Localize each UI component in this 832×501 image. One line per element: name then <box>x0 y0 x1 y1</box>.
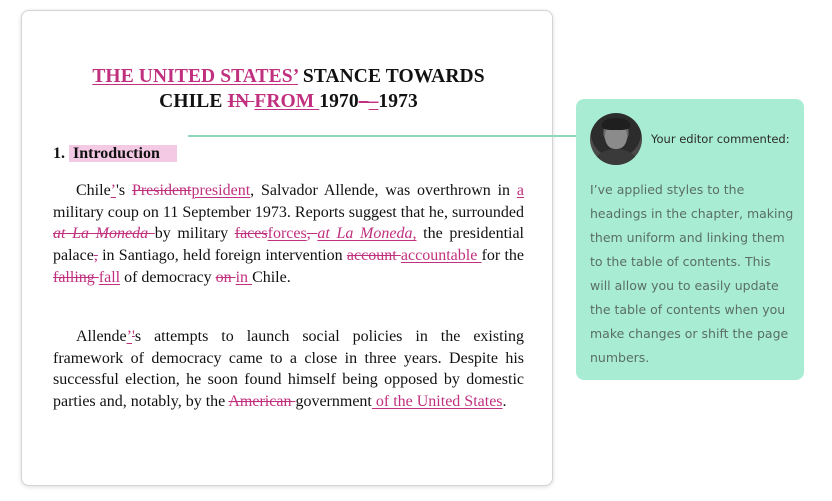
tracked-insertion[interactable]: in <box>235 268 253 286</box>
title-deletion[interactable]: IN <box>227 91 255 112</box>
document-body <box>53 64 525 411</box>
title-insertion[interactable]: THE UNITED STATES’ <box>92 66 298 87</box>
body-text: . <box>502 393 507 411</box>
body-text: of democracy <box>120 268 216 286</box>
tracked-deletion[interactable]: President <box>131 182 192 199</box>
tracked-deletion[interactable]: account <box>346 247 401 265</box>
tracked-deletion[interactable]: on <box>215 268 236 286</box>
title-line-2 <box>53 89 524 114</box>
body-text: the presidential palace <box>53 225 524 265</box>
title-deletion[interactable]: – <box>358 91 369 112</box>
body-text: Allende <box>76 328 127 345</box>
body-text: military coup on 11 September 1973. Reports suggest that he, surrounded <box>53 203 524 221</box>
tracked-insertion[interactable]: accountable <box>400 247 482 265</box>
title-text: CHILE <box>159 91 228 112</box>
body-text: Chile. <box>252 268 291 286</box>
tracked-deletion[interactable]: falling <box>53 268 99 286</box>
comment-connector-line <box>188 135 576 137</box>
tracked-insertion[interactable]: ’ <box>126 328 132 345</box>
paragraph-1 <box>53 180 524 289</box>
tracked-insertion[interactable]: fall <box>98 268 121 286</box>
heading-number: 1. <box>53 145 69 162</box>
document-title <box>53 64 524 114</box>
title-insertion[interactable]: – <box>368 91 379 112</box>
tracked-deletion[interactable]: , <box>93 247 98 265</box>
title-text: STANCE TOWARDS <box>297 66 485 87</box>
tracked-insertion[interactable]: president <box>191 182 251 199</box>
heading-label: Introduction <box>69 145 177 162</box>
body-text: in Santiago, held foreign intervention <box>97 247 347 265</box>
body-text: s attempts to launch social policies in the existing framework of democracy came to a close in three years. Despite his successful election, he soon found himself being opposed by domestic parties and, notably, by the <box>53 328 524 411</box>
title-text: 1970 <box>319 91 359 112</box>
paragraph-2 <box>53 326 524 413</box>
comment-header: Your editor commented: <box>651 132 790 146</box>
body-text: by military <box>154 225 235 243</box>
editor-comment[interactable] <box>576 99 804 380</box>
tracked-deletion[interactable]: American <box>228 393 296 411</box>
tracked-insertion[interactable]: of the United States <box>371 393 503 411</box>
body-text: for the <box>481 247 525 265</box>
tracked-deletion[interactable]: faces <box>234 225 268 243</box>
body-text: , Salvador Allende, was overthrown in <box>250 182 517 199</box>
tracked-insertion[interactable]: a <box>516 182 525 199</box>
comment-body: I’ve applied styles to the headings in the chapter, making them uniform and linking them to the table of contents. This will allow you to easily update the table of contents when you make changes or shift the page numbers. <box>590 182 794 365</box>
tracked-insertion[interactable]: at La Moneda, <box>317 225 417 243</box>
document-page <box>21 10 553 486</box>
title-insertion[interactable]: FROM <box>254 91 320 112</box>
tracked-deletion[interactable]: , <box>306 225 318 243</box>
section-heading[interactable] <box>53 144 177 164</box>
tracked-deletion[interactable]: at La Moneda <box>53 225 155 243</box>
editor-avatar <box>590 113 642 165</box>
tracked-insertion[interactable]: forces <box>267 225 307 243</box>
title-line-1 <box>53 64 524 89</box>
body-text: Chile <box>76 182 111 199</box>
body-text: government <box>295 393 372 411</box>
tracked-deletion[interactable]: ' <box>131 328 135 345</box>
tracked-insertion[interactable]: ’ <box>110 182 116 199</box>
body-text: 's <box>116 182 132 199</box>
title-text: 1973 <box>378 91 418 112</box>
